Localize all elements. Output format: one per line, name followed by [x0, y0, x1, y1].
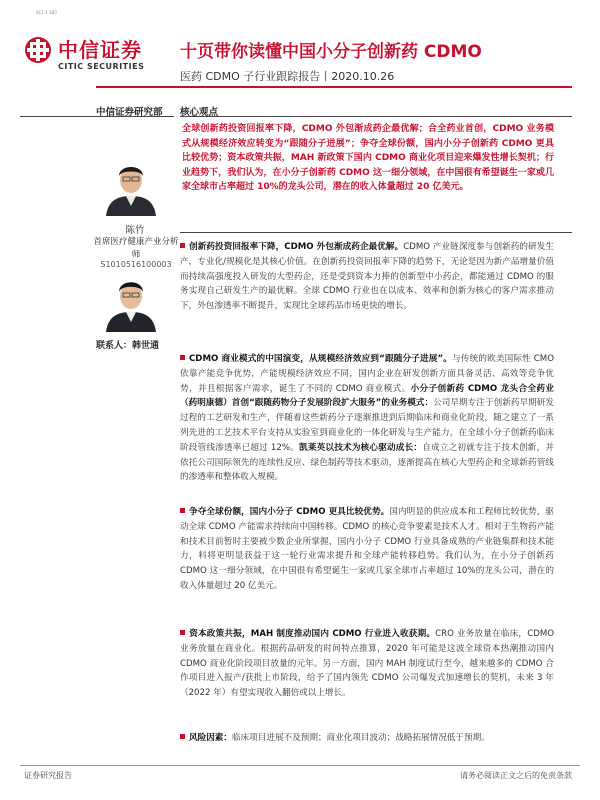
- paragraph-1: [180, 240, 554, 314]
- summary-text: 全球创新药投资回报率下降，CDMO 外包渐成药企最优解；合全药业首创，CDMO 业务模式从规模经济效应转变为“跟随分子进展”；争夺全球份额，国内小分子创新药 CDMO 更具比较优势；资本政策共振，MAH 新政策下国内 CDMO 商业化项目迎来爆发性增长契机；行业趋势下，我们认为，在小分子创新药 CDMO 这一细分领域，在中国很有希望诞生一家或几家全球市占率超过 10%的龙头公司，潜在的收入体量超过 20 亿美元。: [182, 124, 554, 193]
- right-divider: [180, 116, 572, 117]
- paragraph-body: 国内明显的供应成本和工程师比较优势，驱动全球 CDMO 产能需求持续向中国转移。CDMO 的核心竞争要素是技术人才。相对于生物药产能和技术目前暂时主要被少数企业所掌握，国内小分子 CDMO 行业具备成熟的产业链集群和技术能力，料将更明显获益于这一轮行业需求提升和全球产能转移趋势。我们认为，在小分子创新药 CDMO 这一细分领域，在中国很有希望诞生一家或几家全球市占率超过 10%的龙头公司，潜在的收入体量超过 20 亿美元。: [180, 507, 554, 591]
- paragraph-3: [180, 505, 554, 594]
- core-views-heading: 核心观点: [180, 107, 219, 118]
- paragraph-body: 与传统的欧美国际性 CMO 依靠产能竞争优势，产能规模经济效应不同，国内企业在研发创新方面具备灵活、高效等竞争优势，并且根据客户需求，诞生了不同的 CDMO 商业模式。: [180, 354, 554, 394]
- bullet-icon: [180, 243, 185, 248]
- paragraph-body-3: 自成立之初就专注于技术创新，并依托公司国际领先的连续性反应、绿色制药等技术驱动，逐渐提高在核心大型药企和全球新药管线的渗透率和整体收入规模。: [180, 442, 554, 483]
- paragraph-lead: CDMO 商业模式的中国演变，从规模经济效应到“跟随分子进展”。: [189, 354, 453, 364]
- paragraph-lead: 争夺全球份额，国内小分子 CDMO 更具比较优势。: [189, 507, 390, 517]
- paragraph-lead: 资本政策共振，MAH 制度推动国内 CDMO 行业进入收获期。: [189, 629, 436, 639]
- citic-logo-icon: [24, 36, 52, 64]
- paragraph-lead-2: 小分子创新药 CDMO 龙头合全药业（药明康德）首创“跟随药物分子发展阶段扩大服务”的业务模式：: [180, 383, 554, 409]
- header-divider: [96, 86, 572, 88]
- bullet-icon: [180, 734, 185, 739]
- bullet-icon: [180, 630, 185, 635]
- paragraph-body-2: 公司早期专注于创新药早期研发过程的工艺研发和生产，伴随着这些新药分子逐渐推进到后期临床和商业化阶段，随之建立了一系列先进的工艺技术平台支持从实验室到商业化的一体化研发与生产能力，在全球小分子创新药临床阶段管线渗透率已超过 12%。: [180, 398, 554, 453]
- paragraph-4: [180, 627, 554, 701]
- footer-disclaimer[interactable]: 请务必阅读正文之后的免责条款: [460, 771, 572, 780]
- analyst-name: 陈竹: [125, 225, 145, 236]
- paragraph-body: CDMO 产业链深度参与创新药的研发生产，专业化/规模化是其核心价值。在创新药投资回报率下降的趋势下，无论是因为新产品增量价值而持续高强度投入研发的大型药企，还是受到资本力捧的创新型中小药企，都能通过 CDMO 的服务实现自己研发生产的最优解。全球 CDMO 行业也在以成本、效率和创新为核心的客户需求推动下，外包渗透率不断提升，实现比全球药品市场更快的增长。: [180, 242, 554, 312]
- bullet-icon: [180, 508, 185, 513]
- report-title: 十页带你读懂中国小分子创新药 CDMO: [180, 42, 482, 62]
- contact-person: 联系人：韩世通: [96, 341, 160, 351]
- paragraph-body: 临床项目进展不及预期；商业化项目波动；战略拓展情况低于预期。: [231, 733, 490, 743]
- paragraph-5: [180, 731, 554, 746]
- analyst-photo: [100, 152, 162, 216]
- top-mark: 0C1 4 1B0: [36, 10, 57, 15]
- footer-report-type: 证券研究报告: [24, 771, 72, 780]
- left-divider: [20, 116, 174, 117]
- paragraph-2: [180, 352, 554, 485]
- paragraph-lead: 风险因素：: [189, 733, 232, 743]
- report-subtitle: 医药 CDMO 子行业跟踪报告丨2020.10.26: [180, 70, 395, 83]
- analyst-title: 首席医疗健康产业分析师: [93, 237, 179, 260]
- bullet-icon: [180, 355, 185, 360]
- footer-divider: [20, 765, 580, 766]
- research-dept-heading: 中信证券研究部: [96, 107, 163, 118]
- analyst-cert: S1010516100003: [100, 260, 172, 269]
- citic-logo: [24, 34, 174, 82]
- logo-text-cn: 中信证券: [58, 38, 142, 62]
- paragraph-body: CRO 业务放量在临床，CDMO 业务放量在商业化。根据药品研发的时间特点推算，2020 年可能是这波全球资本热潮推动国内 CDMO 商业化阶段项目放量的元年。另一方面，国内 MAH 制度试行至今，越来越多的 CDMO 合作项目进入报产/获批上市阶段，给予了国内领先 CDMO 公司爆发式加速增长的契机，未来 3 年（2022 年）有望实现收入翻倍或以上增长。: [180, 629, 554, 699]
- contact-photo: [100, 268, 162, 332]
- logo-text-en: CITIC SECURITIES: [58, 62, 145, 71]
- paragraph-lead: 创新药投资回报率下降，CDMO 外包渐成药企最优解。: [189, 242, 404, 252]
- paragraph-lead-3: 凯莱英以技术为核心驱动成长：: [299, 442, 423, 453]
- summary-divider: [180, 232, 572, 233]
